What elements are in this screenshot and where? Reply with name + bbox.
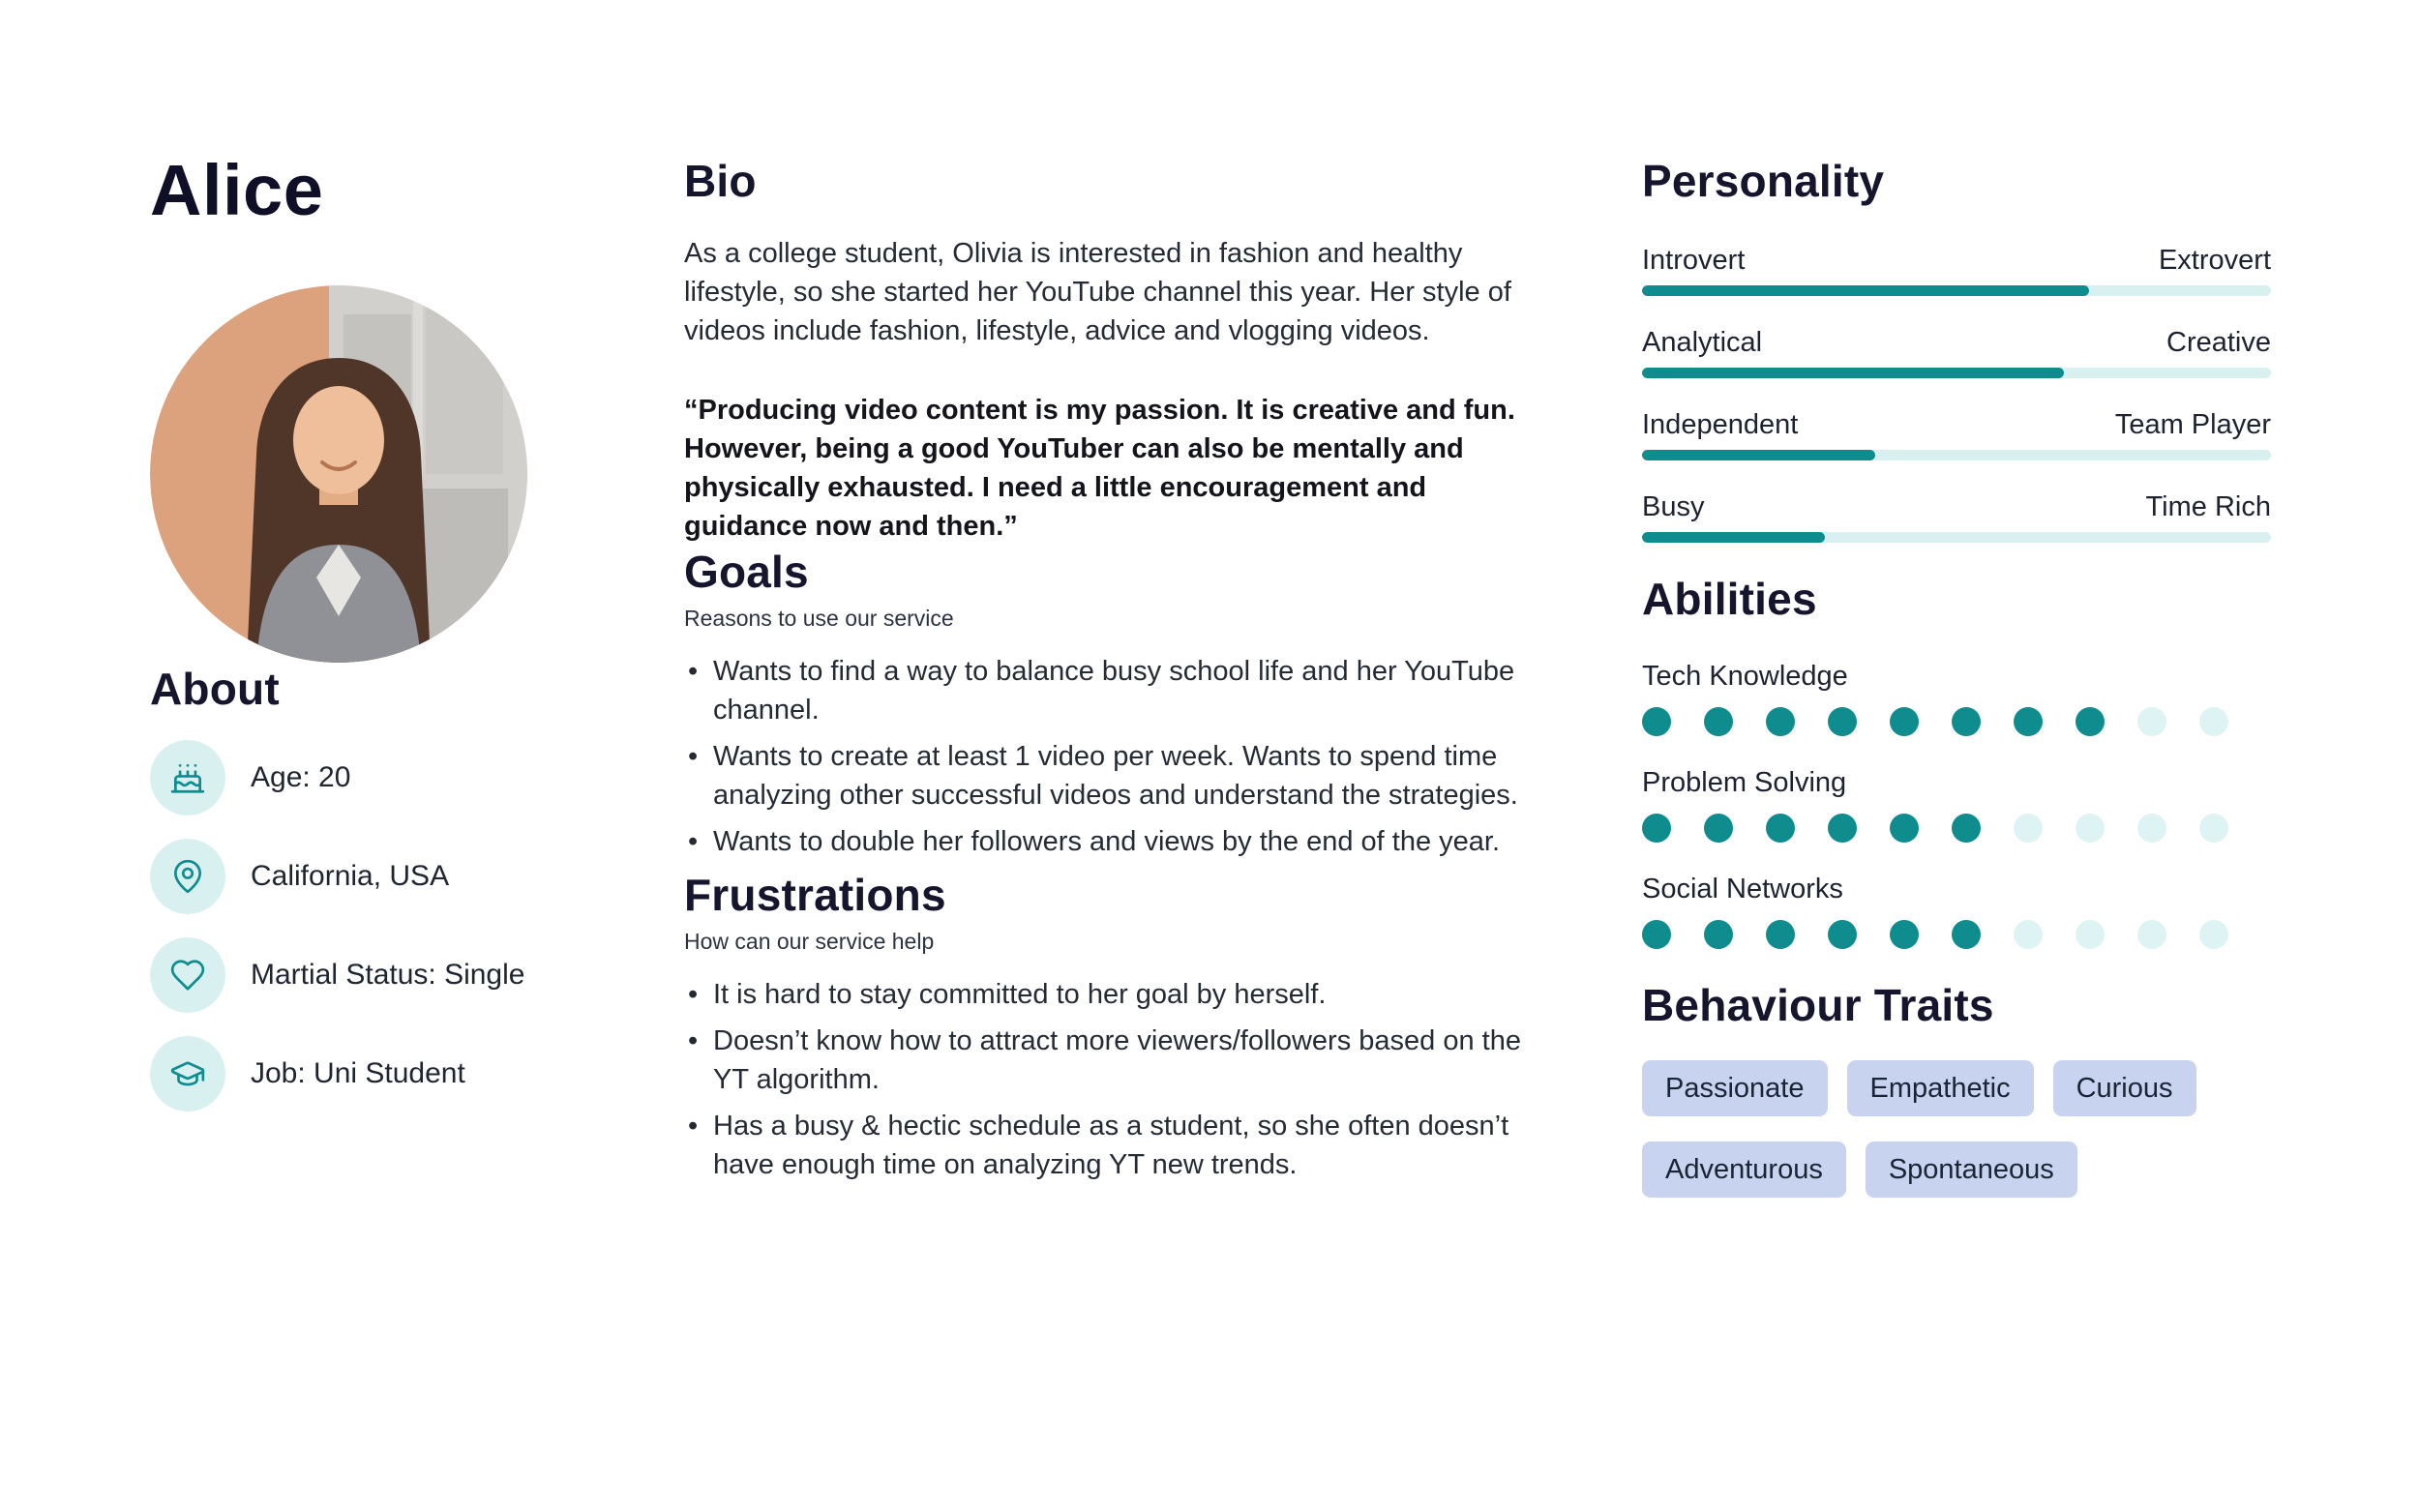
- middle-column: [684, 155, 1536, 1192]
- bio-section: [684, 155, 1536, 546]
- ability-label: Social Networks: [1642, 874, 1843, 904]
- ability-dot-empty: [2076, 814, 2105, 843]
- ability-dot-filled: [1828, 920, 1857, 949]
- avatar: [150, 285, 527, 663]
- slider-fill: [1642, 532, 1825, 543]
- left-column: [150, 150, 576, 1135]
- slider-right-label: Creative: [2166, 327, 2271, 358]
- about-item: [150, 740, 576, 815]
- right-column: [1642, 155, 2271, 1198]
- slider-left-label: Independent: [1642, 409, 1799, 440]
- slider-left-label: Analytical: [1642, 327, 1763, 358]
- graduation-cap-icon: [150, 1036, 225, 1112]
- ability-dot-empty: [2076, 920, 2105, 949]
- bio-text: As a college student, Olivia is interested in fashion and healthy lifestyle, so she started her YouTube channel this year. Her style of videos include fashion, lifestyle, advice and vlogging videos.: [684, 238, 1511, 346]
- frustrations-title: Frustrations: [684, 870, 946, 920]
- ability-dot-filled: [1890, 920, 1919, 949]
- slider-right-label: Team Player: [2114, 409, 2271, 440]
- slider-track: [1642, 285, 2271, 296]
- ability-dot-filled: [1952, 814, 1981, 843]
- about-item: [150, 839, 576, 914]
- abilities-title: Abilities: [1642, 574, 1817, 624]
- abilities-section: [1642, 573, 2271, 949]
- ability-dot-filled: [1642, 814, 1671, 843]
- goals-list: [684, 652, 1536, 861]
- ability-dot-filled: [1890, 707, 1919, 736]
- ability-dot-empty: [2014, 920, 2043, 949]
- ability-dot-filled: [1704, 920, 1733, 949]
- goal-item: • Wants to find a way to balance busy school life and her YouTube channel.: [684, 652, 1536, 729]
- ability-dot-filled: [1766, 920, 1795, 949]
- frustrations-section: [684, 869, 1536, 1184]
- ability-dot-empty: [2014, 814, 2043, 843]
- cake-icon: [150, 740, 225, 815]
- behaviour-chips: [1642, 1060, 2271, 1198]
- slider-left-label: Introvert: [1642, 245, 1746, 276]
- slider-labels: [1642, 490, 2271, 523]
- ability-dots: [1642, 920, 2271, 949]
- ability-dots: [1642, 707, 2271, 736]
- about-list: [150, 740, 576, 1112]
- about-item-label: Age: 20: [251, 761, 351, 793]
- ability-dots: [1642, 814, 2271, 843]
- ability: [1642, 766, 2271, 843]
- ability-label: Problem Solving: [1642, 767, 1847, 798]
- ability-dot-filled: [1828, 707, 1857, 736]
- ability-dot-empty: [2137, 707, 2166, 736]
- trait-chip: Adventurous: [1642, 1141, 1846, 1198]
- ability-dot-filled: [1704, 707, 1733, 736]
- ability-dot-filled: [1952, 707, 1981, 736]
- ability-dot-filled: [1704, 814, 1733, 843]
- ability-dot-filled: [1766, 814, 1795, 843]
- trait-chip: Passionate: [1642, 1060, 1828, 1116]
- ability-dot-empty: [2199, 920, 2228, 949]
- about-item-label: Job: Uni Student: [251, 1057, 465, 1089]
- goals-title: Goals: [684, 547, 809, 597]
- slider-fill: [1642, 285, 2089, 296]
- heart-icon: [150, 937, 225, 1013]
- ability-dot-empty: [2199, 814, 2228, 843]
- personality-slider: [1642, 408, 2271, 460]
- bio-title: Bio: [684, 156, 757, 206]
- ability-dot-filled: [1952, 920, 1981, 949]
- frustrations-list: [684, 975, 1536, 1184]
- ability: [1642, 660, 2271, 736]
- trait-chip: Curious: [2053, 1060, 2196, 1116]
- slider-right-label: Extrovert: [2158, 245, 2271, 276]
- personality-slider: [1642, 326, 2271, 378]
- slider-labels: [1642, 408, 2271, 441]
- slider-labels: [1642, 326, 2271, 359]
- frustration-item: • Doesn’t know how to attract more viewers/followers based on the YT algorithm.: [684, 1022, 1536, 1099]
- slider-labels: [1642, 244, 2271, 277]
- frustration-item: • It is hard to stay committed to her goal by herself.: [684, 975, 1536, 1014]
- slider-fill: [1642, 368, 2064, 378]
- ability-dot-filled: [1642, 920, 1671, 949]
- slider-track: [1642, 532, 2271, 543]
- about-title: About: [150, 664, 280, 714]
- persona-name: Alice: [150, 150, 324, 230]
- slider-track: [1642, 450, 2271, 460]
- goal-item: • Wants to double her followers and views by the end of the year.: [684, 822, 1536, 861]
- avatar-illustration: [150, 285, 527, 663]
- about-item: [150, 937, 576, 1013]
- ability-dot-filled: [1828, 814, 1857, 843]
- location-pin-icon: [150, 839, 225, 914]
- ability-label: Tech Knowledge: [1642, 661, 1848, 692]
- ability-dot-empty: [2199, 707, 2228, 736]
- bio-quote: “Producing video content is my passion. It is creative and fun. However, being a good YouTuber can also be mentally and physically exhausted. I need a little encouragement and guidance now and then.”: [684, 395, 1515, 542]
- slider-right-label: Time Rich: [2145, 491, 2271, 522]
- personality-slider: [1642, 490, 2271, 543]
- trait-chip: Spontaneous: [1866, 1141, 2077, 1198]
- goals-subtitle: Reasons to use our service: [684, 606, 954, 631]
- ability-dot-filled: [1642, 707, 1671, 736]
- frustrations-subtitle: How can our service help: [684, 929, 935, 954]
- slider-track: [1642, 368, 2271, 378]
- personality-title: Personality: [1642, 156, 1885, 206]
- ability-dot-empty: [2137, 920, 2166, 949]
- personality-sliders: [1642, 244, 2271, 543]
- ability-dot-empty: [2137, 814, 2166, 843]
- about-item-label: Martial Status: Single: [251, 959, 525, 991]
- slider-left-label: Busy: [1642, 491, 1705, 522]
- personality-section: [1642, 155, 2271, 543]
- ability-dot-filled: [1890, 814, 1919, 843]
- personality-slider: [1642, 244, 2271, 296]
- ability-dot-filled: [1766, 707, 1795, 736]
- behaviour-title: Behaviour Traits: [1642, 980, 1994, 1030]
- ability: [1642, 873, 2271, 949]
- behaviour-section: [1642, 979, 2271, 1198]
- goal-item: • Wants to create at least 1 video per week. Wants to spend time analyzing other successful videos and understand the strategies.: [684, 737, 1536, 815]
- ability-dot-filled: [2076, 707, 2105, 736]
- slider-fill: [1642, 450, 1875, 460]
- frustration-item: • Has a busy & hectic schedule as a student, so she often doesn’t have enough time on analyzing YT new trends.: [684, 1107, 1536, 1184]
- about-item-label: California, USA: [251, 860, 450, 892]
- ability-dot-filled: [2014, 707, 2043, 736]
- abilities-skills: [1642, 660, 2271, 949]
- goals-section: [684, 546, 1536, 861]
- about-item: [150, 1036, 576, 1112]
- trait-chip: Empathetic: [1847, 1060, 2034, 1116]
